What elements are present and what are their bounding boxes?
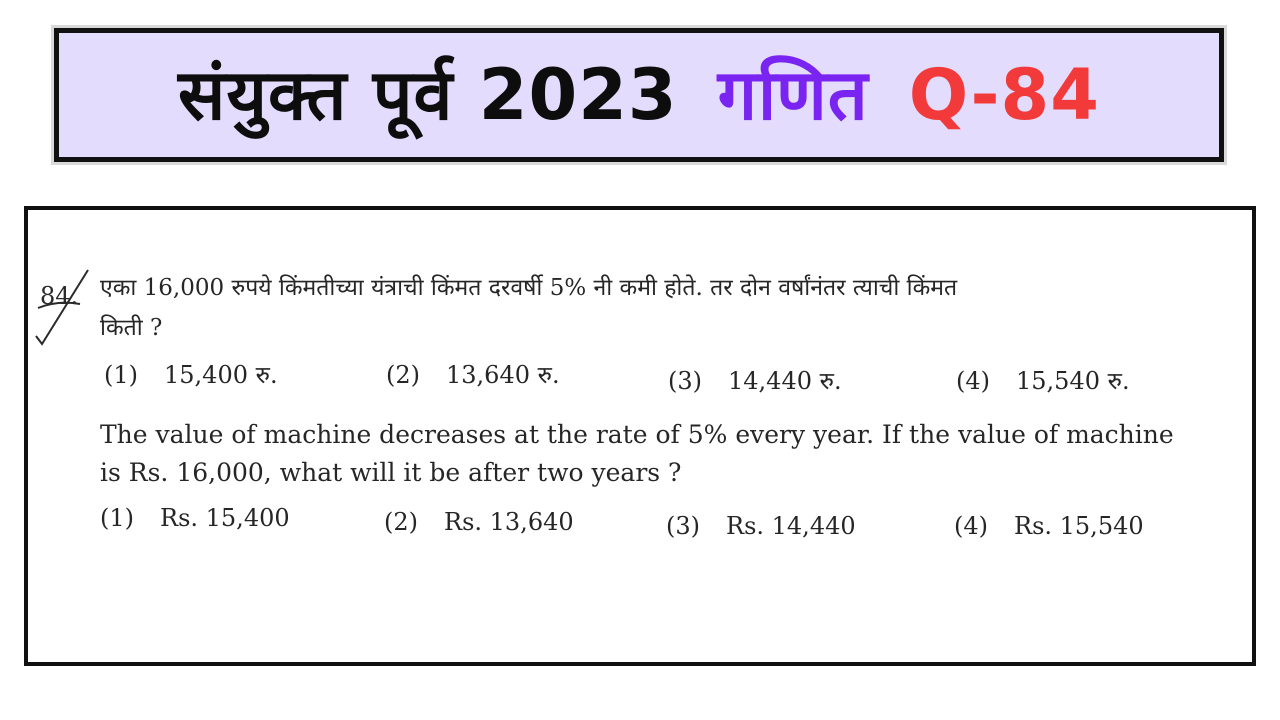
- question-text-marathi-line2: किती ?: [100, 315, 163, 341]
- english-option-2: [384, 508, 574, 536]
- option-text: Rs. 15,400: [160, 504, 290, 532]
- subject-name: गणित: [717, 54, 869, 136]
- option-number: (1): [100, 504, 134, 532]
- option-number: (2): [386, 361, 420, 389]
- question-number: 84.: [40, 282, 79, 310]
- option-number: (3): [668, 367, 702, 395]
- marathi-option-3: [668, 364, 842, 397]
- question-text-english-line1: The value of machine decreases at the rate of 5% every year. If the value of machine: [100, 420, 1174, 449]
- option-text: Rs. 15,540: [1014, 512, 1144, 540]
- marathi-option-2: [386, 358, 560, 391]
- option-text: Rs. 14,440: [726, 512, 856, 540]
- question-number-label: Q-84: [908, 54, 1100, 136]
- option-number: (2): [384, 508, 418, 536]
- option-number: (4): [954, 512, 988, 540]
- option-number: (1): [104, 361, 138, 389]
- marathi-option-1: [104, 358, 278, 391]
- option-number: (3): [666, 512, 700, 540]
- exam-name: संयुक्त पूर्व 2023: [178, 54, 678, 136]
- option-number: (4): [956, 367, 990, 395]
- question-text-marathi-line1: एका 16,000 रुपये किंमतीच्या यंत्राची किंमत दरवर्षी 5% नी कमी होते. तर दोन वर्षांनंतर त्याची किंमत: [100, 275, 958, 301]
- banner-title: [178, 54, 1100, 136]
- title-banner: [54, 28, 1224, 162]
- option-text: Rs. 13,640: [444, 508, 574, 536]
- english-option-3: [666, 512, 856, 540]
- english-option-1: [100, 504, 290, 532]
- option-text: 13,640 रु.: [446, 361, 560, 389]
- marathi-option-4: [956, 364, 1130, 397]
- option-text: 15,400 रु.: [164, 361, 278, 389]
- english-option-4: [954, 512, 1144, 540]
- option-text: 14,440 रु.: [728, 367, 842, 395]
- question-text-english-line2: is Rs. 16,000, what will it be after two years ?: [100, 458, 682, 487]
- option-text: 15,540 रु.: [1016, 367, 1130, 395]
- question-card: [24, 206, 1256, 666]
